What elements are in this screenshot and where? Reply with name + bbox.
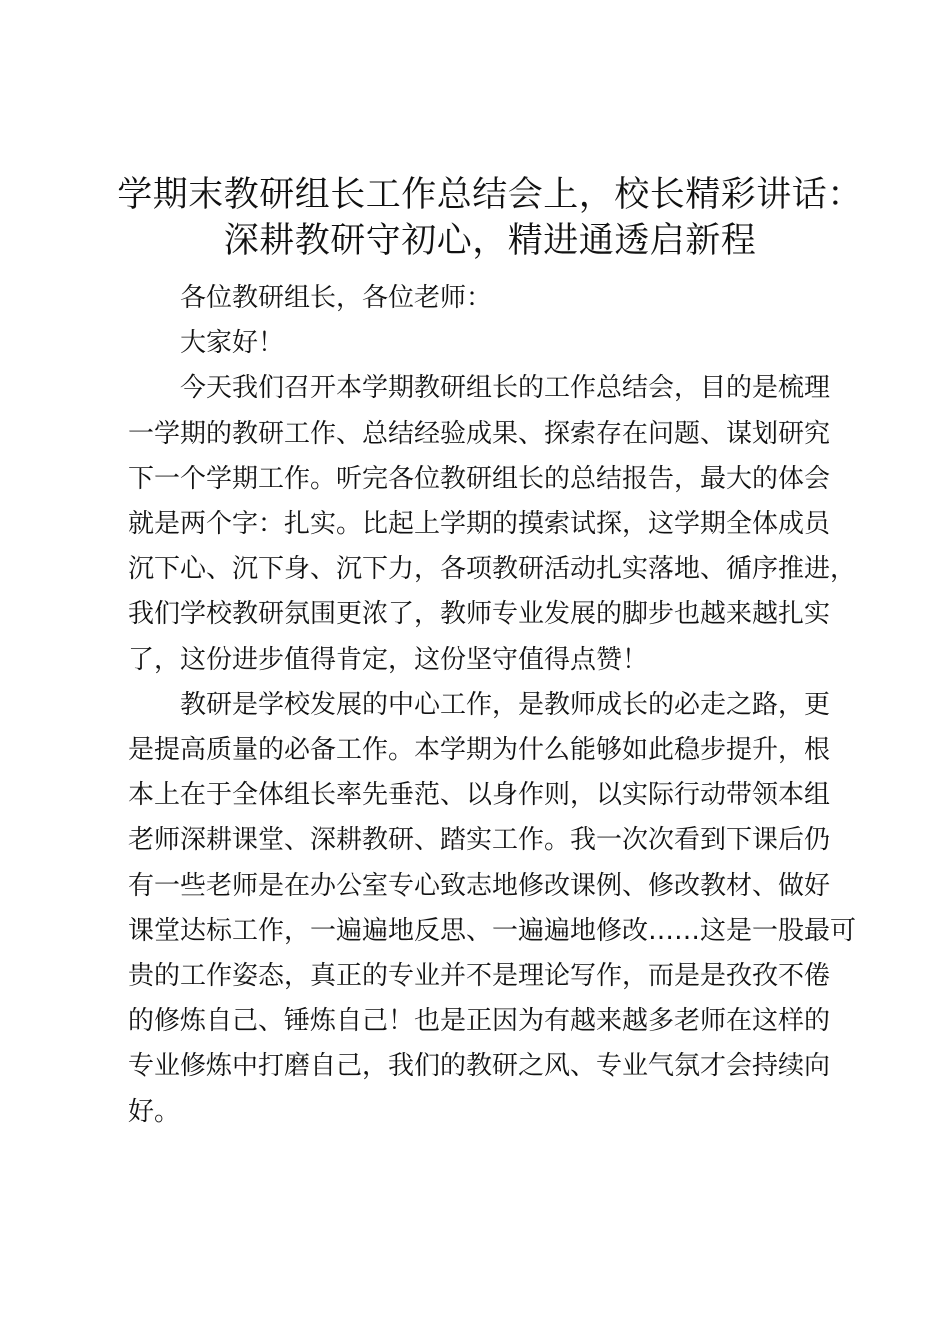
title-line-2: 深耕教研守初心，精进通透启新程 — [223, 221, 757, 261]
paragraph-line: 我们学校教研氛围更浓了，教师专业发展的脚步也越来越扎实 — [128, 599, 831, 630]
paragraph-line: 教研是学校发展的中心工作，是教师成长的必走之路，更 — [180, 689, 831, 720]
title-line-1: 学期末教研组长工作总结会上，校长精彩讲话： — [117, 175, 863, 215]
paragraph-line: 沉下心、沉下身、沉下力，各项教研活动扎实落地、循序推进， — [128, 554, 857, 585]
document-body — [128, 276, 857, 1135]
paragraph-1 — [128, 366, 857, 682]
paragraph-line: 贵的工作姿态，真正的专业并不是理论写作，而是是孜孜不倦 — [128, 961, 831, 992]
paragraph-line: 本上在于全体组长率先垂范、以身作则，以实际行动带领本组 — [128, 780, 831, 811]
paragraph-line: 今天我们召开本学期教研组长的工作总结会，目的是梳理 — [180, 373, 831, 404]
paragraph-line: 专业修炼中打磨自己，我们的教研之风、专业气氛才会持续向 — [128, 1051, 831, 1082]
salutation: 大家好！ — [180, 328, 285, 359]
paragraph-line: 的修炼自己、锤炼自己！也是正因为有越来越多老师在这样的 — [128, 1006, 831, 1037]
paragraph-2 — [128, 683, 857, 1135]
paragraph-line: 是提高质量的必备工作。本学期为什么能够如此稳步提升，根 — [128, 735, 831, 766]
paragraph-line: 课堂达标工作，一遍遍地反思、一遍遍地修改……这是一股最可 — [128, 915, 857, 946]
paragraph-line: 好。 — [128, 1096, 181, 1127]
paragraph-line: 就是两个字：扎实。比起上学期的摸索试探，这学期全体成员 — [128, 509, 831, 540]
paragraph-line: 有一些老师是在办公室专心致志地修改课例、修改教材、做好 — [128, 870, 831, 901]
greeting: 各位教研组长，各位老师： — [180, 283, 493, 313]
document-title — [110, 172, 870, 264]
paragraph-line: 下一个学期工作。听完各位教研组长的总结报告，最大的体会 — [128, 463, 831, 494]
paragraph-line: 老师深耕课堂、深耕教研、踏实工作。我一次次看到下课后仍 — [128, 825, 831, 856]
paragraph-line: 了，这份进步值得肯定，这份坚守值得点赞！ — [128, 644, 649, 675]
paragraph-line: 一学期的教研工作、总结经验成果、探索存在问题、谋划研究 — [128, 418, 831, 449]
